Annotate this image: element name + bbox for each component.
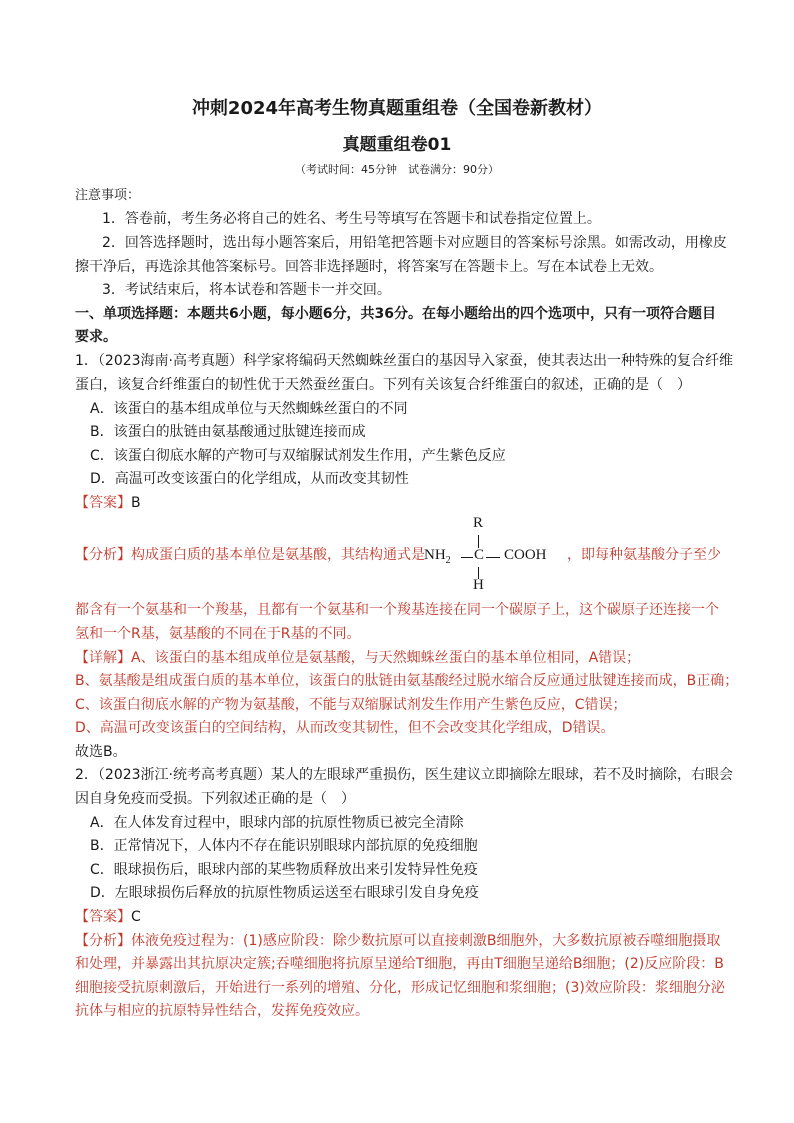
analysis-text: 构成蛋白质的基本单位是氨基酸，其结构通式是: [131, 547, 425, 563]
q1-stem-line-2: 蛋白，该复合纤维蛋白的韧性优于天然蚕丝蛋白。下列有关该复合纤维蛋白的叙述，正确的是（ ）: [75, 377, 691, 393]
answer-value: B: [131, 495, 141, 511]
notice-item-2-line-1: 2．回答选择题时，选出每小题答案后，用铅笔把答题卡对应题目的答案标号涂黑。如需改动，用橡皮: [102, 235, 727, 251]
notice-item-2-line-2: 擦干净后，再选涂其他答案标号。回答非选择题时，将答案写在答题卡上。写在本试卷上无效。: [75, 259, 663, 275]
q1-detail-line-4: D、高温可改变该蛋白的空间结构，从而改变其韧性，但不会改变其化学组成，D错误。: [75, 720, 615, 736]
q2-option-a: A．在人体发育过程中，眼球内部的抗原性物质已被完全清除: [90, 815, 464, 831]
formula-r-group: R: [473, 515, 484, 531]
q1-analysis-line-2: 都含有一个氨基和一个羧基，且都有一个氨基和一个羧基连接在同一个碳原子上，这个碳原子还连接一个: [75, 602, 719, 618]
q2-option-d: D．左眼球损伤后释放的抗原性物质运送至右眼球引发自身免疫: [90, 885, 479, 901]
q1-detail-line-2: B、氨基酸是组成蛋白质的基本单位，该蛋白的肽链由氨基酸经过脱水缩合反应通过肽键连接而成，B正确；: [75, 673, 739, 689]
analysis-text: 体液免疫过程为：(1)感应阶段：除少数抗原可以直接刺激B细胞外，大多数抗原被吞噬细胞摄取: [131, 933, 721, 949]
formula-bond-left: [461, 557, 473, 558]
exam-info: （考试时间：45分钟 试卷满分：90分）: [295, 163, 499, 176]
section-heading-line-1: 一、单项选择题：本题共6小题，每小题6分，共36分。在每小题给出的四个选项中，只有一项符合题目: [75, 306, 716, 322]
q2-stem-line-1: 2．（2023浙江·统考高考真题）某人的左眼球严重损伤，医生建议立即摘除左眼球，若不及时摘除，右眼会: [75, 767, 733, 783]
q1-conclusion: 故选B。: [75, 744, 127, 760]
formula-carbon: C: [474, 547, 485, 563]
q2-analysis-line-1: [75, 931, 720, 951]
detail-text: A、该蛋白的基本组成单位是氨基酸，与天然蜘蛛丝蛋白的基本单位相同，A错误；: [131, 650, 641, 666]
detail-tag: 【详解】: [75, 650, 131, 666]
answer-tag: 【答案】: [75, 495, 131, 511]
formula-hydrogen: H: [473, 577, 484, 593]
q2-option-b: B．正常情况下，人体内不存在能识别眼球内部抗原的免疫细胞: [90, 838, 478, 854]
q1-analysis-line-1: [75, 545, 425, 565]
q1-option-b: B．该蛋白的肽链由氨基酸通过肽键连接而成: [90, 424, 366, 440]
q2-answer: [75, 907, 141, 927]
notice-item-1: 1．答卷前，考生务必将自己的姓名、考生号等填写在答题卡和试卷指定位置上。: [102, 211, 601, 227]
answer-value: C: [131, 909, 141, 925]
q2-option-c: C．眼球损伤后，眼球内部的某些物质释放出来引发特异性免疫: [90, 862, 478, 878]
q1-analysis-line-1-end: ，即每种氨基酸分子至少: [567, 547, 721, 563]
formula-amino-group: $NH_2$: [424, 547, 451, 566]
formula-bond-right: [486, 557, 500, 558]
q2-analysis-line-2: 和处理，并暴露出其抗原决定簇;吞噬细胞将抗原呈递给T细胞，再由T细胞呈递给B细胞；(2)反应阶段：B: [75, 956, 724, 972]
notice-item-3: 3．考试结束后，将本试卷和答题卡一并交回。: [102, 282, 391, 298]
amino-acid-structure-formula: [424, 515, 574, 595]
q1-answer: [75, 493, 141, 513]
q2-analysis-line-4: 抗体与相应的抗原特异性结合，发挥免疫效应。: [75, 1003, 369, 1019]
q2-analysis-line-3: 细胞接受抗原刺激后，开始进行一系列的增殖、分化，形成记忆细胞和浆细胞；(3)效应阶段：浆细胞分泌: [75, 980, 725, 996]
q1-option-d: D．高温可改变该蛋白的化学组成，从而改变其韧性: [90, 471, 409, 487]
analysis-tag: 【分析】: [75, 933, 131, 949]
answer-tag: 【答案】: [75, 909, 131, 925]
q1-analysis-line-3: 氢和一个R基，氨基酸的不同在于R基的不同。: [75, 626, 361, 642]
q1-detail-line-3: C、该蛋白彻底水解的产物为氨基酸，不能与双缩脲试剂发生作用产生紫色反应，C错误；: [75, 697, 627, 713]
formula-carboxyl-group: COOH: [504, 547, 547, 563]
q1-option-a: A．该蛋白的基本组成单位与天然蜘蛛丝蛋白的不同: [90, 401, 408, 417]
notice-heading: 注意事项：: [75, 188, 141, 203]
section-heading-line-2: 要求。: [75, 329, 117, 345]
q1-stem-line-1: 1．（2023海南·高考真题）科学家将编码天然蜘蛛丝蛋白的基因导入家蚕，使其表达出一种特殊的复合纤维: [75, 353, 733, 369]
page-subtitle: 真题重组卷01: [342, 135, 452, 155]
q2-stem-line-2: 因自身免疫而受损。下列叙述正确的是（ ）: [75, 791, 355, 807]
analysis-tag: 【分析】: [75, 547, 131, 563]
q1-detail-line-1: [75, 648, 640, 668]
page-title: 冲刺2024年高考生物真题重组卷（全国卷新教材）: [191, 98, 603, 119]
q1-option-c: C．该蛋白彻底水解的产物可与双缩脲试剂发生作用，产生紫色反应: [90, 448, 506, 464]
